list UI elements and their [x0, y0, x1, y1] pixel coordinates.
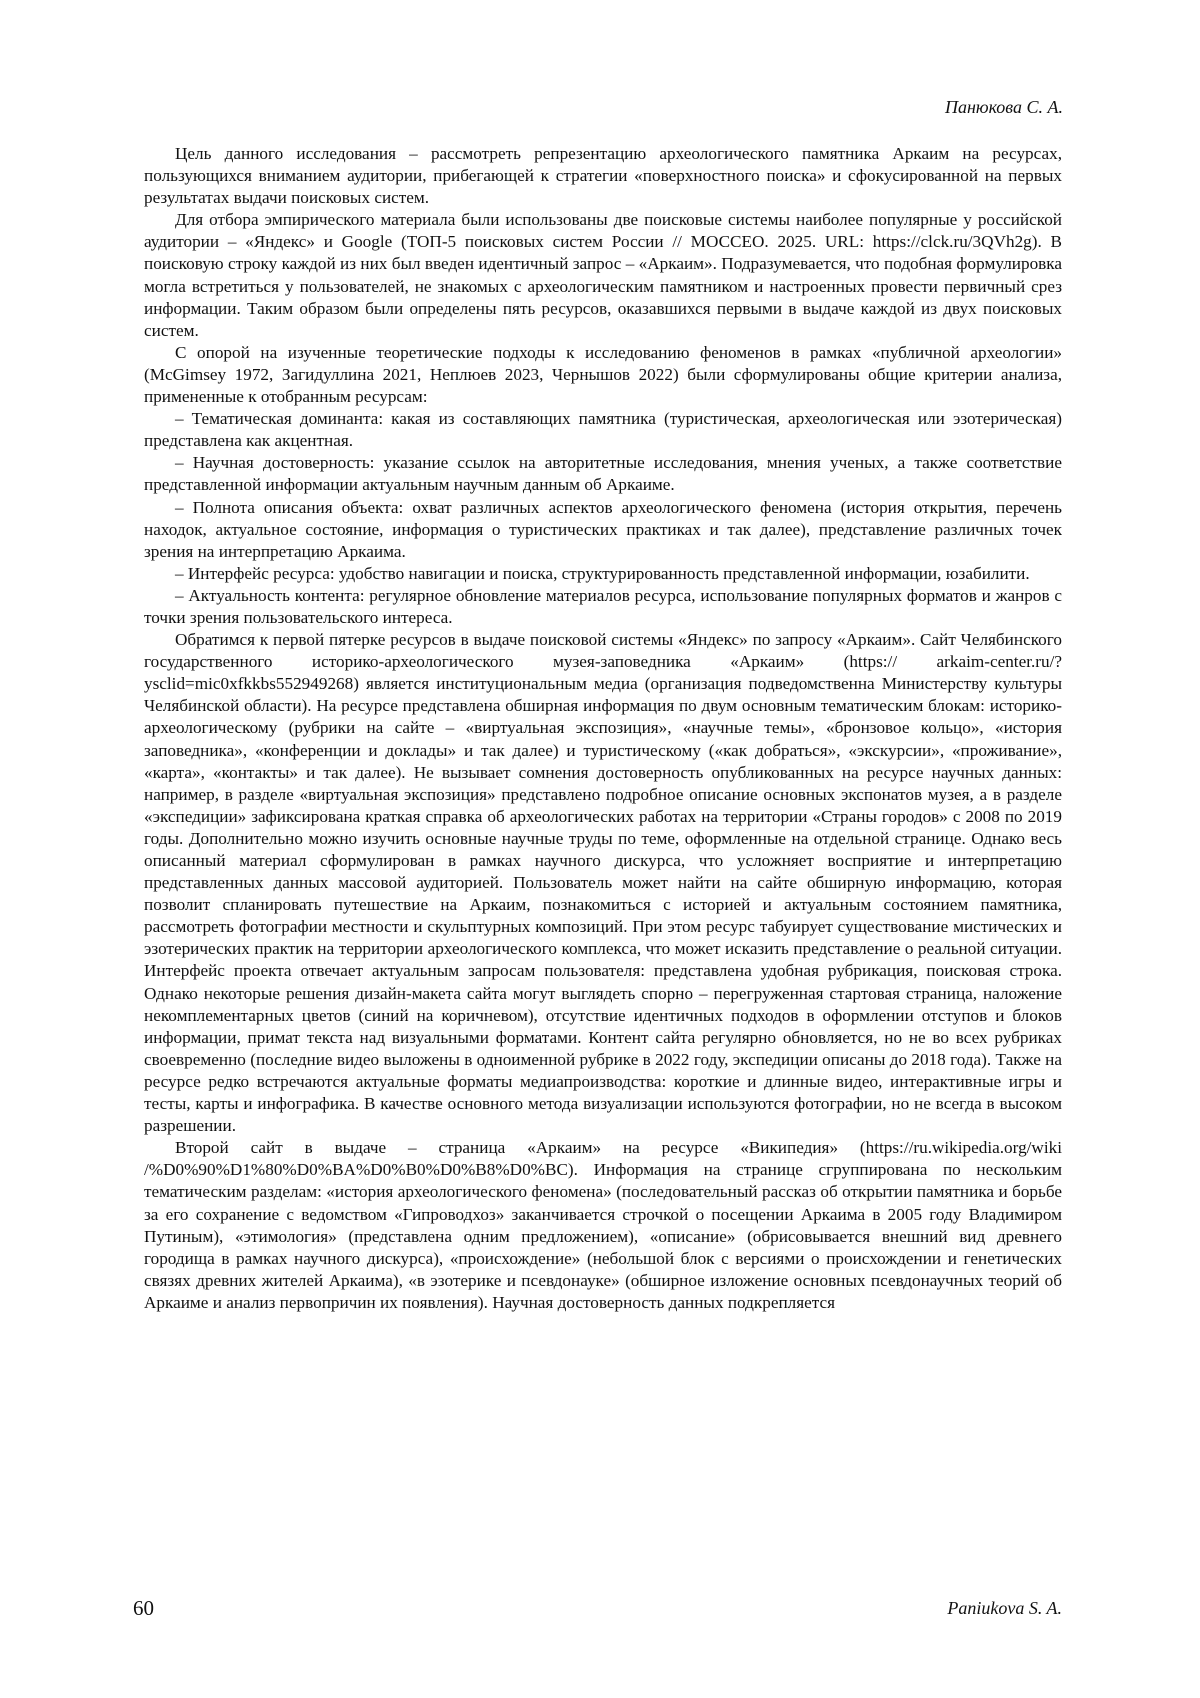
criterion-completeness: – Полнота описания объекта: охват различных аспектов археологического феномена (история открытия, перечень находок, актуальное состояние, информация о туристических практиках и так далее), представление различных точек зрения на интерпретацию Аркаима.: [144, 497, 1062, 561]
article-body: [144, 143, 1062, 1314]
paragraph-research-goal: Цель данного исследования – рассмотреть репрезентацию археологического памятника Аркаим на ресурсах, пользующихся вниманием аудитории, прибегающей к стратегии «поверхностного поиска» и сфокусированной на первых результатах выдачи поисковых систем.: [144, 144, 1062, 208]
criterion-thematic-dominant: – Тематическая доминанта: какая из составляющих памятника (туристическая, археологическая или эзотерическая) представлена как акцентная.: [144, 409, 1062, 451]
paragraph-material-selection: Для отбора эмпирического материала были использованы две поисковые системы наиболее популярные у российской аудитории – «Яндекс» и Google (ТОП-5 поисковых систем России // МОССЕО. 2025. URL: https://clck.ru/3QVh2g). В поисковую строку каждой из них был введен идентичный запрос – «Аркаим». Подразумевается, что подобная формулировка могла встретиться у пользователей, не знакомых с археологическим памятником и настроенных провести первичный срез информации. Таким образом были определены пять ресурсов, оказавшихся первыми в выдаче каждой из двух поисковых систем.: [144, 210, 1062, 340]
criterion-content-relevance: – Актуальность контента: регулярное обновление материалов ресурса, использование популярных форматов и жанров с точки зрения пользовательского интереса.: [144, 585, 1062, 627]
paragraph-criteria-intro: С опорой на изученные теоретические подходы к исследованию феноменов в рамках «публичной археологии» (McGimsey 1972, Загидуллина 2021, Неплюев 2023, Чернышов 2022) были сформулированы общие критерии анализа, примененные к отобранным ресурсам:: [144, 342, 1062, 407]
running-head-author: Панюкова С. А.: [944, 97, 1063, 117]
running-foot-author: Paniukova S. A.: [947, 1598, 1062, 1618]
criterion-interface: – Интерфейс ресурса: удобство навигации и поиска, структурированность представленной информации, юзабилити.: [175, 563, 1030, 583]
paragraph-wikipedia-second-site: Второй сайт в выдаче – страница «Аркаим» на ресурсе «Википедия» (https://ru.wikipedia.org/wiki /%D0%90%D1%80%D0%BA%D0%B0%D0%B8%D0%BC). Информация на странице сгруппирована по нескольким тематическим разделам: «история археологического феномена» (последовательный рассказ об открытии памятника и борьбе за его сохранение с ведомством «Гипроводхоз» заканчивается строчкой о посещении Аркаима в 2005 году Владимиром Путиным), «этимология» (представлена одним предложением), «описание» (обрисовывается внешний вид древнего городища в рамках научного дискурса), «происхождение» (небольшой блок с версиями о происхождении и генетических связях древних жителей Аркаима), «в эзотерике и псевдонауке» (обширное изложение основных псевдонаучных теорий об Аркаиме и анализ первопричин их появления). Научная достоверность данных подкрепляется: [144, 1138, 1062, 1312]
criterion-scientific-reliability: – Научная достоверность: указание ссылок на авторитетные исследования, мнения ученых, а также соответствие представленной информации актуальным научным данным об Аркаиме.: [144, 453, 1062, 495]
page-number: 60: [133, 1596, 154, 1620]
paragraph-yandex-first-site: Обратимся к первой пятерке ресурсов в выдаче поисковой системы «Яндекс» по запросу «Аркаим». Сайт Челябинского государственного историко-археологического музея-заповедника «Аркаим» (https:// arkaim-center.ru/?ysclid=mic0xfkkbs552949268) является институциональным медиа (организация подведомственна Министерству культуры Челябинской области). На ресурсе представлена обширная информация по двум основным тематическим блокам: историко-археологическому (рубрики на сайте – «виртуальная экспозиция», «научные темы», «бронзовое кольцо», «история заповедника», «конференции и доклады» и так далее) и туристическому («как добраться», «экскурсии», «проживание», «карта», «контакты» и так далее). Не вызывает сомнения достоверность опубликованных на ресурсе научных данных: например, в разделе «виртуальная экспозиция» представлено подробное описание основных экспонатов музея, а в разделе «экспедиции» зафиксирована краткая справка об археологических работах на территории «Страны городов» с 2008 по 2019 годы. Дополнительно можно изучить основные научные труды по теме, оформленные на отдельной странице. Однако весь описанный материал сформулирован в рамках научного дискурса, что усложняет восприятие и интерпретацию представленных данных массовой аудиторией. Пользователь может найти на сайте обширную информацию, которая позволит спланировать путешествие на Аркаим, познакомиться с историей и актуальным состоянием памятника, рассмотреть фотографии местности и скульптурных композиций. При этом ресурс табуирует существование мистических и эзотерических практик на территории археологического комплекса, что может исказить представление о реальной ситуации. Интерфейс проекта отвечает актуальным запросам пользователя: представлена удобная рубрикация, поисковая строка. Однако некоторые решения дизайн-макета сайта могут выглядеть спорно – перегруженная стартовая страница, наложение некомплементарных цветов (синий на коричневом), отсутствие идентичных подходов в оформлении отступов и блоков информации, примат текста над визуальными форматами. Контент сайта регулярно обновляется, но не во всех рубриках своевременно (последние видео выложены в одноименной рубрике в 2022 году, экспедиции описаны до 2018 года). Также на ресурсе редко встречаются актуальные форматы медиапроизводства: короткие и длинные видео, интерактивные игры и тесты, карты и инфографика. В качестве основного метода визуализации используются фотографии, но не всегда в высоком разрешении.: [144, 630, 1062, 1136]
